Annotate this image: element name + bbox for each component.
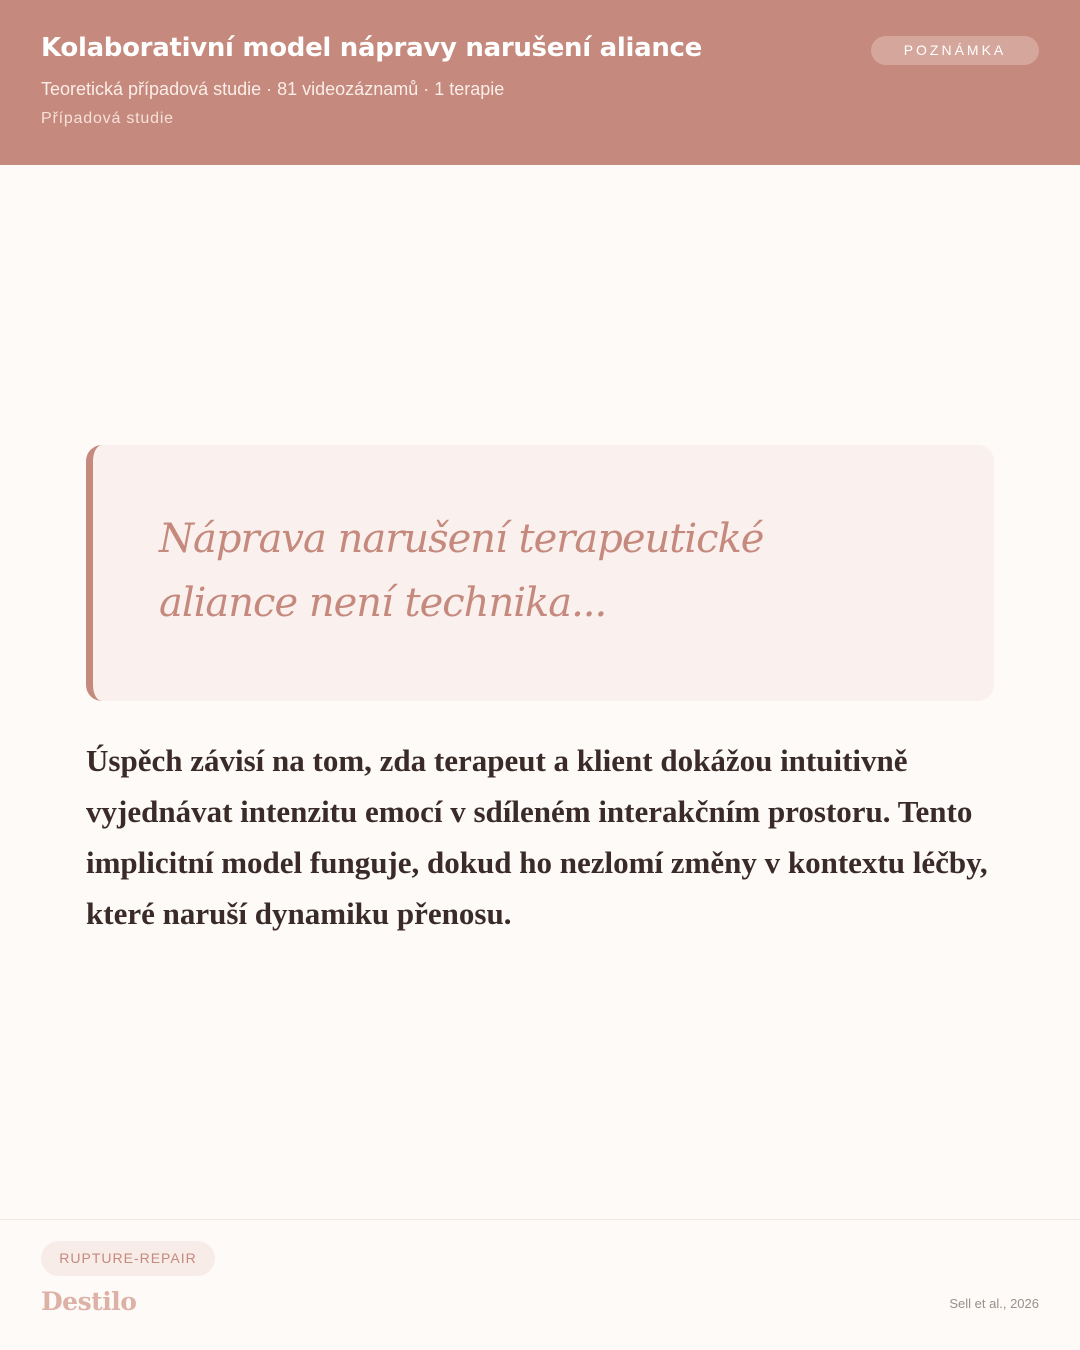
body-paragraph: Úspěch závisí na tom, zda terapeut a klient dokážou intuitivně vyjednávat intenzitu emocí v sdíleném interakčním prostoru. Tento implicitní model funguje, dokud ho nezlomí změny v kontextu léčby, které naruší dynamiku přenosu. [86,743,988,931]
topic-tag[interactable]: RUPTURE-REPAIR [41,1241,215,1276]
brand-logo: Destilo [41,1287,137,1316]
footer-divider [0,1219,1080,1220]
header-banner [0,0,1080,165]
citation-text: Sell et al., 2026 [949,1296,1039,1311]
content-type-label: Případová studie [41,110,174,127]
note-badge: POZNÁMKA [871,36,1039,65]
page-title: Kolaborativní model nápravy narušení aliance [41,33,702,63]
pull-quote-card [86,445,994,701]
page-subtitle: Teoretická případová studie · 81 videozáznamů · 1 terapie [41,79,505,99]
pull-quote-text: Náprava narušení terapeutické aliance není technika... [159,516,764,626]
